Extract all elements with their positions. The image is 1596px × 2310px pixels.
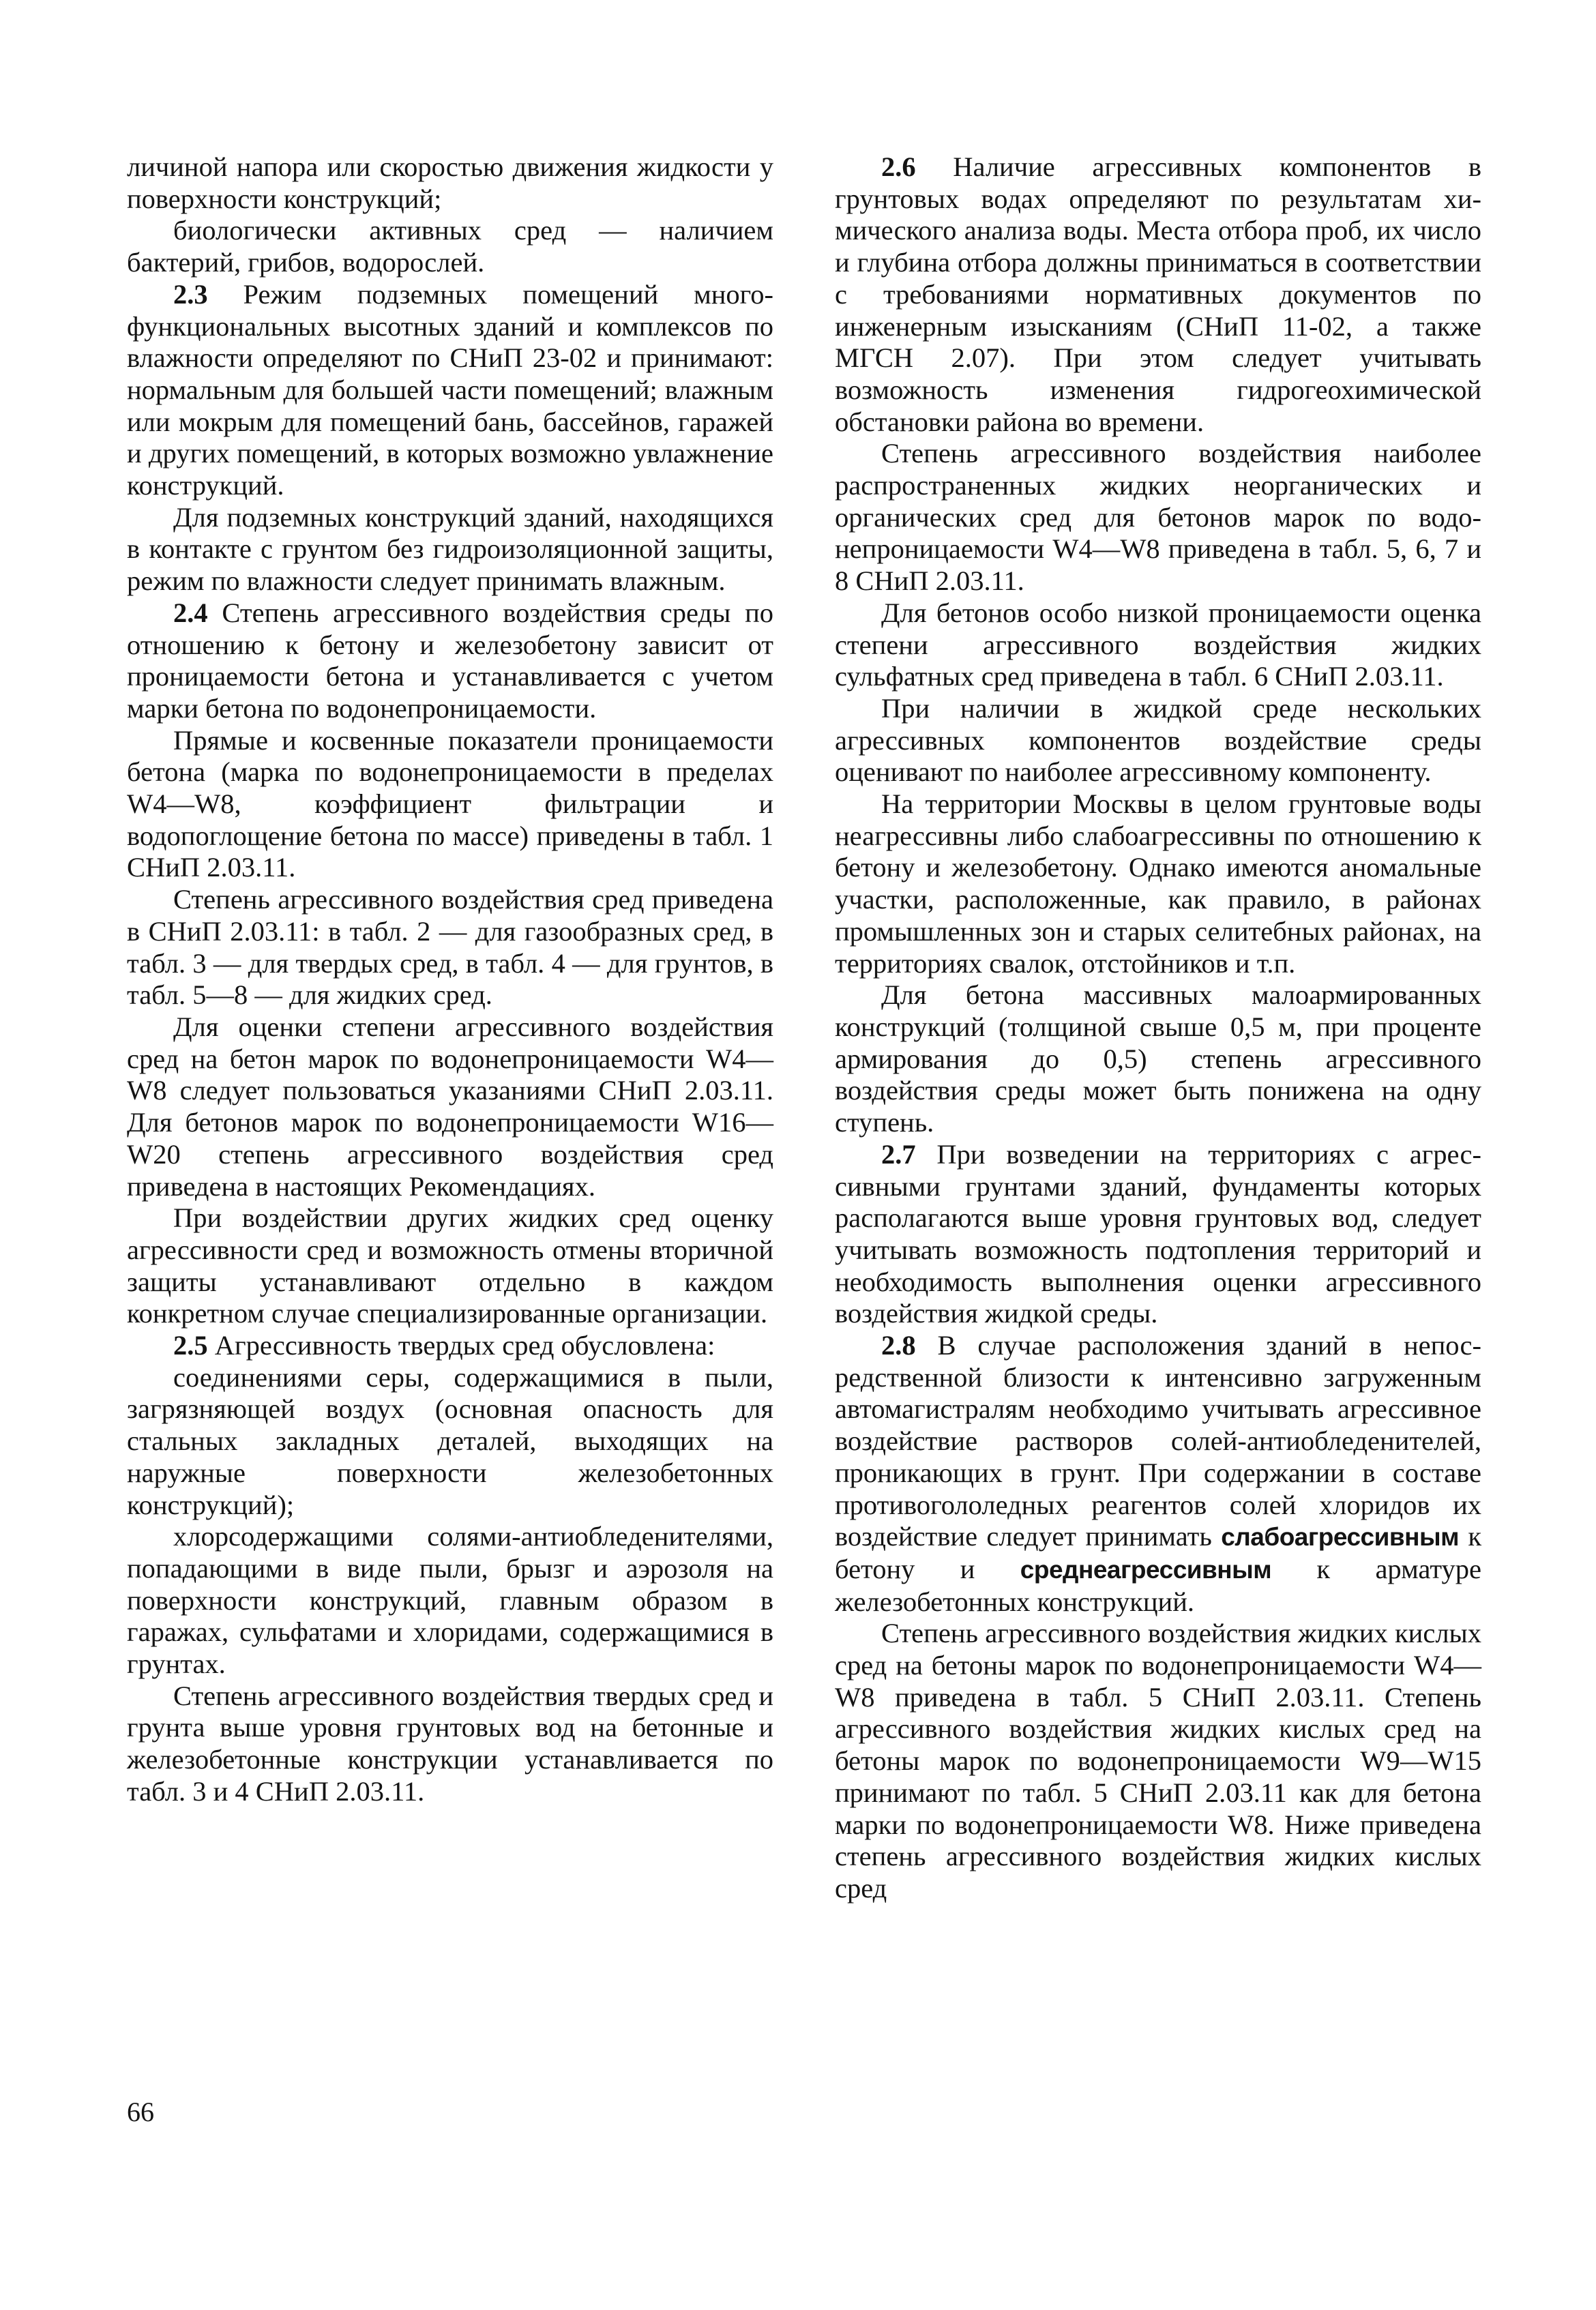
- emphasis-medium-aggressive: среднеагрессивным: [1020, 1555, 1272, 1584]
- paragraph: Для бетонов особо низкой проницаемости оценка степени агрессивного воздействия жидких сульфатных сред приведена в табл. 6 СНиП 2.03.11.: [835, 597, 1481, 692]
- section-2-5-paragraph: 2.5 Агрессивность твердых сред обусловлена:: [173, 1330, 715, 1361]
- paragraph: При воздействии других жидких сред оценку агрессивности сред и возможность отмены вторичной защиты устанавливают отдельно в каждом конкретном случае специализированные организации.: [127, 1202, 773, 1329]
- paragraph: При наличии в жидкой среде нескольких агрессивных компонентов воздействие среды оценивают по наиболее агрессивному компоненту.: [835, 692, 1481, 788]
- section-2-6-paragraph: 2.6 Наличие агрессивных компонентов в грунтовых водах определяют по результатам химического анализа воды. Места отбора проб, их число и глубина отбора должны приниматься в соответствии с требованиями нормативных документов по инженерным изысканиям (СНиП 11-02, а также МГСН 2.07). При этом следует учитывать возможность изменения гидрогеохимической обстановки района во времени.: [835, 151, 1481, 437]
- emphasis-weak-aggressive: слабоагрессивным: [1221, 1523, 1459, 1552]
- paragraph: личиной напора или скоростью движения жидкости у поверхности конструкций;: [127, 151, 773, 214]
- paragraph: Степень агрессивного воздействия жидких кислых сред на бетоны марок по водонепроницаемости W4—W8 приведена в табл. 5 СНиП 2.03.11. Степень агрессивного воздействия жидких кислых сред на бетоны марок по водонепроницаемости W9—W15 принимают по табл. 5 СНиП 2.03.11 как для бетона марки по водонепроницаемости W8. Ниже приведена степень агрессивного воздействия жидких кислых сред: [835, 1618, 1481, 1904]
- paragraph: Степень агрессивного воздействия твердых сред и грунта выше уровня грунтовых вод на бетонные и железобетонные конструкции устанавливается по табл. 3 и 4 СНиП 2.03.11.: [127, 1680, 773, 1807]
- paragraph: Для бетона массивных малоармированных конструкций (толщиной свыше 0,5 м, при проценте армирования до 0,5) степень агрессивного воздействия среды может быть понижена на одну ступень.: [835, 979, 1481, 1138]
- paragraph: Степень агрессивного воздействия наиболее распространенных жидких неорганических и органических сред для бетонов марок по водонепроницаемости W4—W8 приведена в табл. 5, 6, 7 и 8 СНиП 2.03.11.: [835, 438, 1481, 597]
- section-number: 2.5: [173, 1330, 208, 1361]
- section-2-3-paragraph: 2.3 Режим подземных помещений многофункциональных высотных зданий и комплексов по влажности определяют по СНиП 23-02 и принимают: нормальным для большей части помещений; влажным или мокрым для помещений бань, бассейнов, гаражей и других помещений, в которых возможно увлажнение конструкций.: [127, 278, 773, 501]
- left-column: [127, 151, 773, 1808]
- section-number: 2.4: [173, 597, 208, 628]
- paragraph: Для подземных конструкций зданий, находящихся в контакте с грунтом без гидроизоляционной защиты, режим по влажности следует принимать влажным.: [127, 501, 773, 597]
- paragraph: Для оценки степени агрессивного воздействия сред на бетон марок по водонепроницаемости W4—W8 следует пользоваться указаниями СНиП 2.03.11. Для бетонов марок по водонепроницаемости W16—W20 степень агрессивного воздействия сред приведена в настоящих Рекомендациях.: [127, 1011, 773, 1202]
- section-number: 2.8: [881, 1330, 916, 1361]
- right-column: [835, 151, 1481, 1905]
- paragraph: хлорсодержащими солями-антиобледенителями, попадающими в виде пыли, брызг и аэрозоля на поверхности конструкций, главным образом в гаражах, сульфатами и хлоридами, содержащимися в грунтах.: [127, 1521, 773, 1680]
- section-number: 2.3: [173, 278, 208, 310]
- page-number: 66: [127, 2097, 154, 2127]
- section-2-8-paragraph: 2.8 В случае расположения зданий в непосредственной близости к интенсивно загруженным автомагистралям необходимо учитывать агрессивное воздействие растворов солей-антиобледенителей, проникающих в грунт. При содержании в составе противогололедных реагентов солей хлоридов их воздействие следует принимать слабоагрессивным к бетону и среднеагрессивным к арматуре железобетонных конструкций.: [835, 1330, 1481, 1617]
- paragraph: биологически активных сред — наличием бактерий, грибов, водорослей.: [127, 215, 773, 278]
- paragraph: Прямые и косвенные показатели проницаемости бетона (марка по водонепроницаемости в пределах W4—W8, коэффициент фильтрации и водопоглощение бетона по массе) приведены в табл. 1 СНиП 2.03.11.: [127, 724, 773, 883]
- paragraph: На территории Москвы в целом грунтовые воды неагрессивны либо слабоагрессивны по отношению к бетону и железобетону. Однако имеются аномальные участки, расположенные, как правило, в районах промышленных зон и старых селитебных районах, на территориях свалок, отстойников и т.п.: [835, 788, 1481, 979]
- paragraph: соединениями серы, содержащимися в пыли, загрязняющей воздух (основная опасность для стальных закладных деталей, выходящих на наружные поверхности железобетонных конструкций);: [127, 1361, 773, 1520]
- paragraph: Степень агрессивного воздействия сред приведена в СНиП 2.03.11: в табл. 2 — для газообразных сред, в табл. 3 — для твердых сред, в табл. 4 — для грунтов, в табл. 5—8 — для жидких сред.: [127, 884, 773, 1011]
- section-number: 2.7: [881, 1138, 916, 1170]
- section-2-4-paragraph: 2.4 Степень агрессивного воздействия среды по отношению к бетону и железобетону зависит от проницаемости бетона и устанавливается с учетом марки бетона по водонепроницаемости.: [127, 597, 773, 724]
- section-number: 2.6: [881, 151, 916, 182]
- section-2-7-paragraph: 2.7 При возведении на территориях с агрессивными грунтами зданий, фундаменты которых располагаются выше уровня грунтовых вод, следует учитывать возможность подтопления территорий и необходимость выполнения оценки агрессивного воздействия жидкой среды.: [835, 1138, 1481, 1329]
